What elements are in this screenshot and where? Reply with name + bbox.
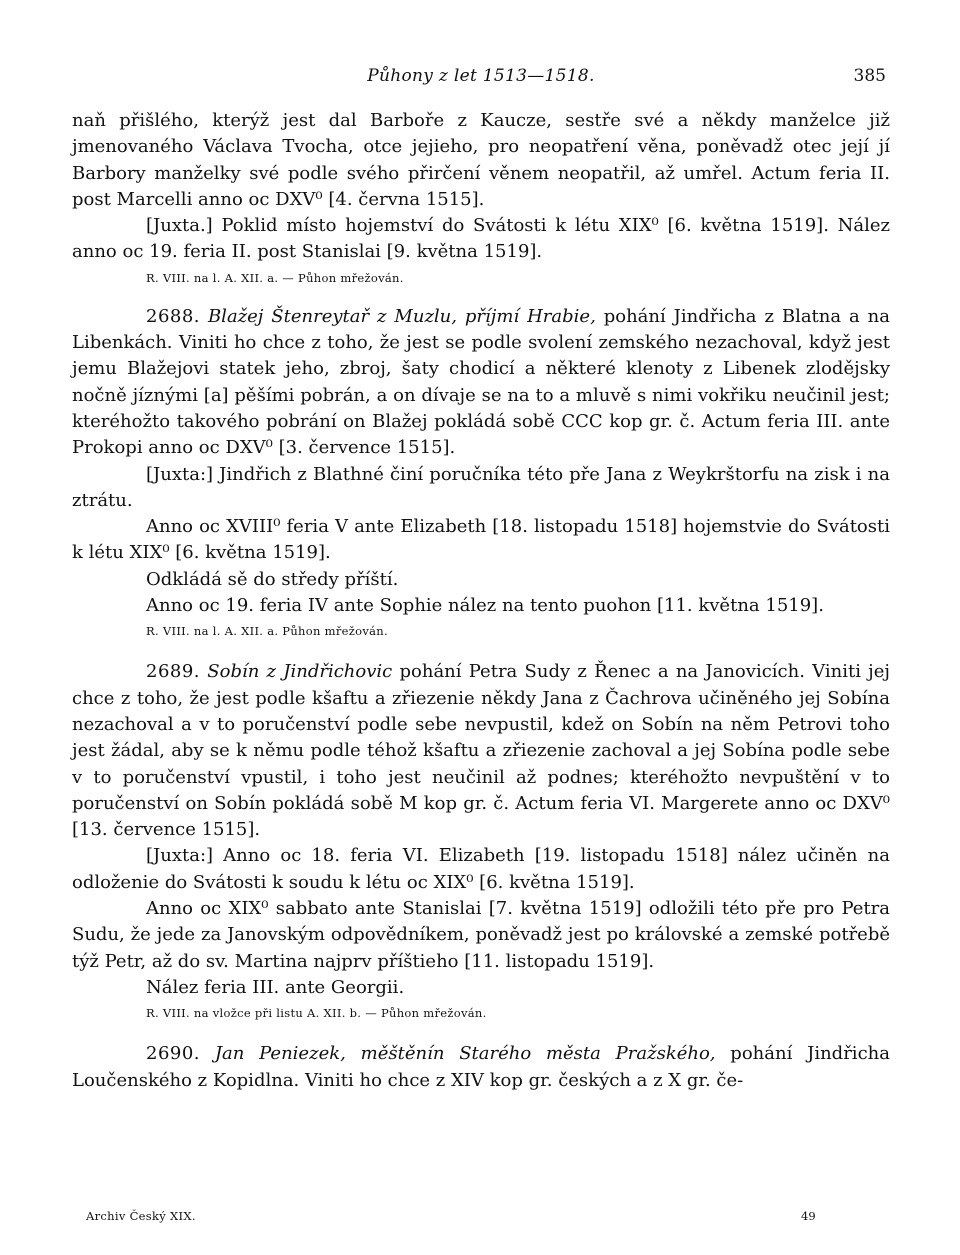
paragraph-juxta: [Juxta.] Poklid místo hojemství do Svátosti k létu XIX⁰ [6. května 1519]. Nález anno oc 19. feria II. post Stanislai [9. května 1519]. xyxy=(72,215,890,263)
paragraph: Anno oc 19. feria IV ante Sophie nález na tento puohon [11. května 1519]. xyxy=(146,595,824,617)
paragraph: Odkládá sě do středy příští. xyxy=(146,568,399,590)
entry-party-name: Sobín z Jindřichovic xyxy=(207,661,393,683)
entry-text: pohání Jindřicha z Blatna a na Libenkách. Viniti ho chce z toho, že jest se podle svolení zemského nezachoval, když jest jemu Blažejovi statek jeho, zbroj, šaty chodicí a některé klenoty z Libenek zlodějsky nočně jíznými [a] pěšími pobrán, a on dívaje se na to a mluvě s nimi vokřiku neučinil jest; kteréhožto takového pobrání on Blažej pokládá sobě CCC kop gr. č. Actum feria III. ante Prokopi anno oc DXV⁰ [3. července 1515]. xyxy=(72,305,890,459)
entry-text: pohání Petra Sudy z Řenec a na Janovicích. Viniti jej chce z toho, že jest podle kšaftu a zřiezenie někdy Jana z Čachrova učiněného jej Sobína nezachoval a v to poručenství podle sebe nevpustil, kdež on Sobín na něm Petrovi toho jest žádal, aby se k němu podle téhož kšaftu a zřiezenie zachoval a jej Sobína podle sebe v to poručenství vpustil, i toho jest neučinil až podnes; kteréhožto nevpuštění v to poručenství on Sobín pokládá sobě M kop gr. č. Actum feria VI. Margerete anno oc DXV⁰ [13. července 1515]. xyxy=(72,661,890,841)
entry-2689 xyxy=(72,659,890,843)
paragraph-juxta: [Juxta:] Jindřich z Blathné činí poručníka této pře Jana z Weykrštorfu na zisk i na ztrátu. xyxy=(72,463,890,511)
register-note: R. VIII. na l. A. XII. a. — Půhon mřežován. xyxy=(146,270,404,285)
paragraph-continuation: naň přišlého, kterýž jest dal Barboře z Kaucze, sestře své a někdy manželce již jmenovaného Václava Tvocha, otce jejieho, pro neopatření věna, poněvadž otec její jí Barbory manželky své podle svého přirčení věnem neopatřil, až umřel. Actum feria II. post Marcelli anno oc DXV⁰ [4. června 1515]. xyxy=(72,110,890,210)
entry-2690 xyxy=(72,1041,890,1094)
register-note: R. VIII. na vložce při listu A. XII. b. — Půhon mřežován. xyxy=(146,1006,487,1021)
entry-number: 2689. xyxy=(146,661,201,683)
running-title: Půhony z let 1513—1518. xyxy=(367,66,595,86)
page-body xyxy=(72,108,890,1094)
entry-text: pohání Jindřicha Loučenského z Kopidlna. Viniti ho chce z XIV kop gr. českých a z X gr. če- xyxy=(72,1043,890,1091)
sheet-number: 49 xyxy=(801,1209,816,1223)
entry-number: 2688. xyxy=(146,305,201,327)
paragraph: Anno oc XIX⁰ sabbato ante Stanislai [7. května 1519] odložili této pře pro Petra Sudu, že jede za Janovským odpovědníkem, poněvadž jest po královské a zemské potřebě týž Petr, až do sv. Martina najprv příštieho [11. listopadu 1519]. xyxy=(72,898,890,972)
entry-number: 2690. xyxy=(146,1043,201,1065)
page-number: 385 xyxy=(853,66,886,86)
paragraph: Anno oc XVIII⁰ feria V ante Elizabeth [18. listopadu 1518] hojemstvie do Svátosti k létu XIX⁰ [6. května 1519]. xyxy=(72,516,890,564)
entry-party-name: Jan Peniezek, měštěnín Starého města Pražského, xyxy=(214,1043,716,1065)
entry-party-name: Blažej Štenreytař z Muzlu, příjmí Hrabie, xyxy=(207,305,596,327)
page-header xyxy=(72,66,890,92)
paragraph-juxta: [Juxta:] Anno oc 18. feria VI. Elizabeth [19. listopadu 1518] nález učiněn na odloženie do Svátosti k soudu k létu oc XIX⁰ [6. května 1519]. xyxy=(72,845,890,893)
entry-2688 xyxy=(72,304,890,462)
page-footer xyxy=(86,1209,890,1229)
paragraph: Nález feria III. ante Georgii. xyxy=(146,976,405,998)
signature-mark: Archiv Český XIX. xyxy=(86,1209,196,1223)
register-note: R. VIII. na l. A. XII. a. Půhon mřežován. xyxy=(146,624,388,639)
